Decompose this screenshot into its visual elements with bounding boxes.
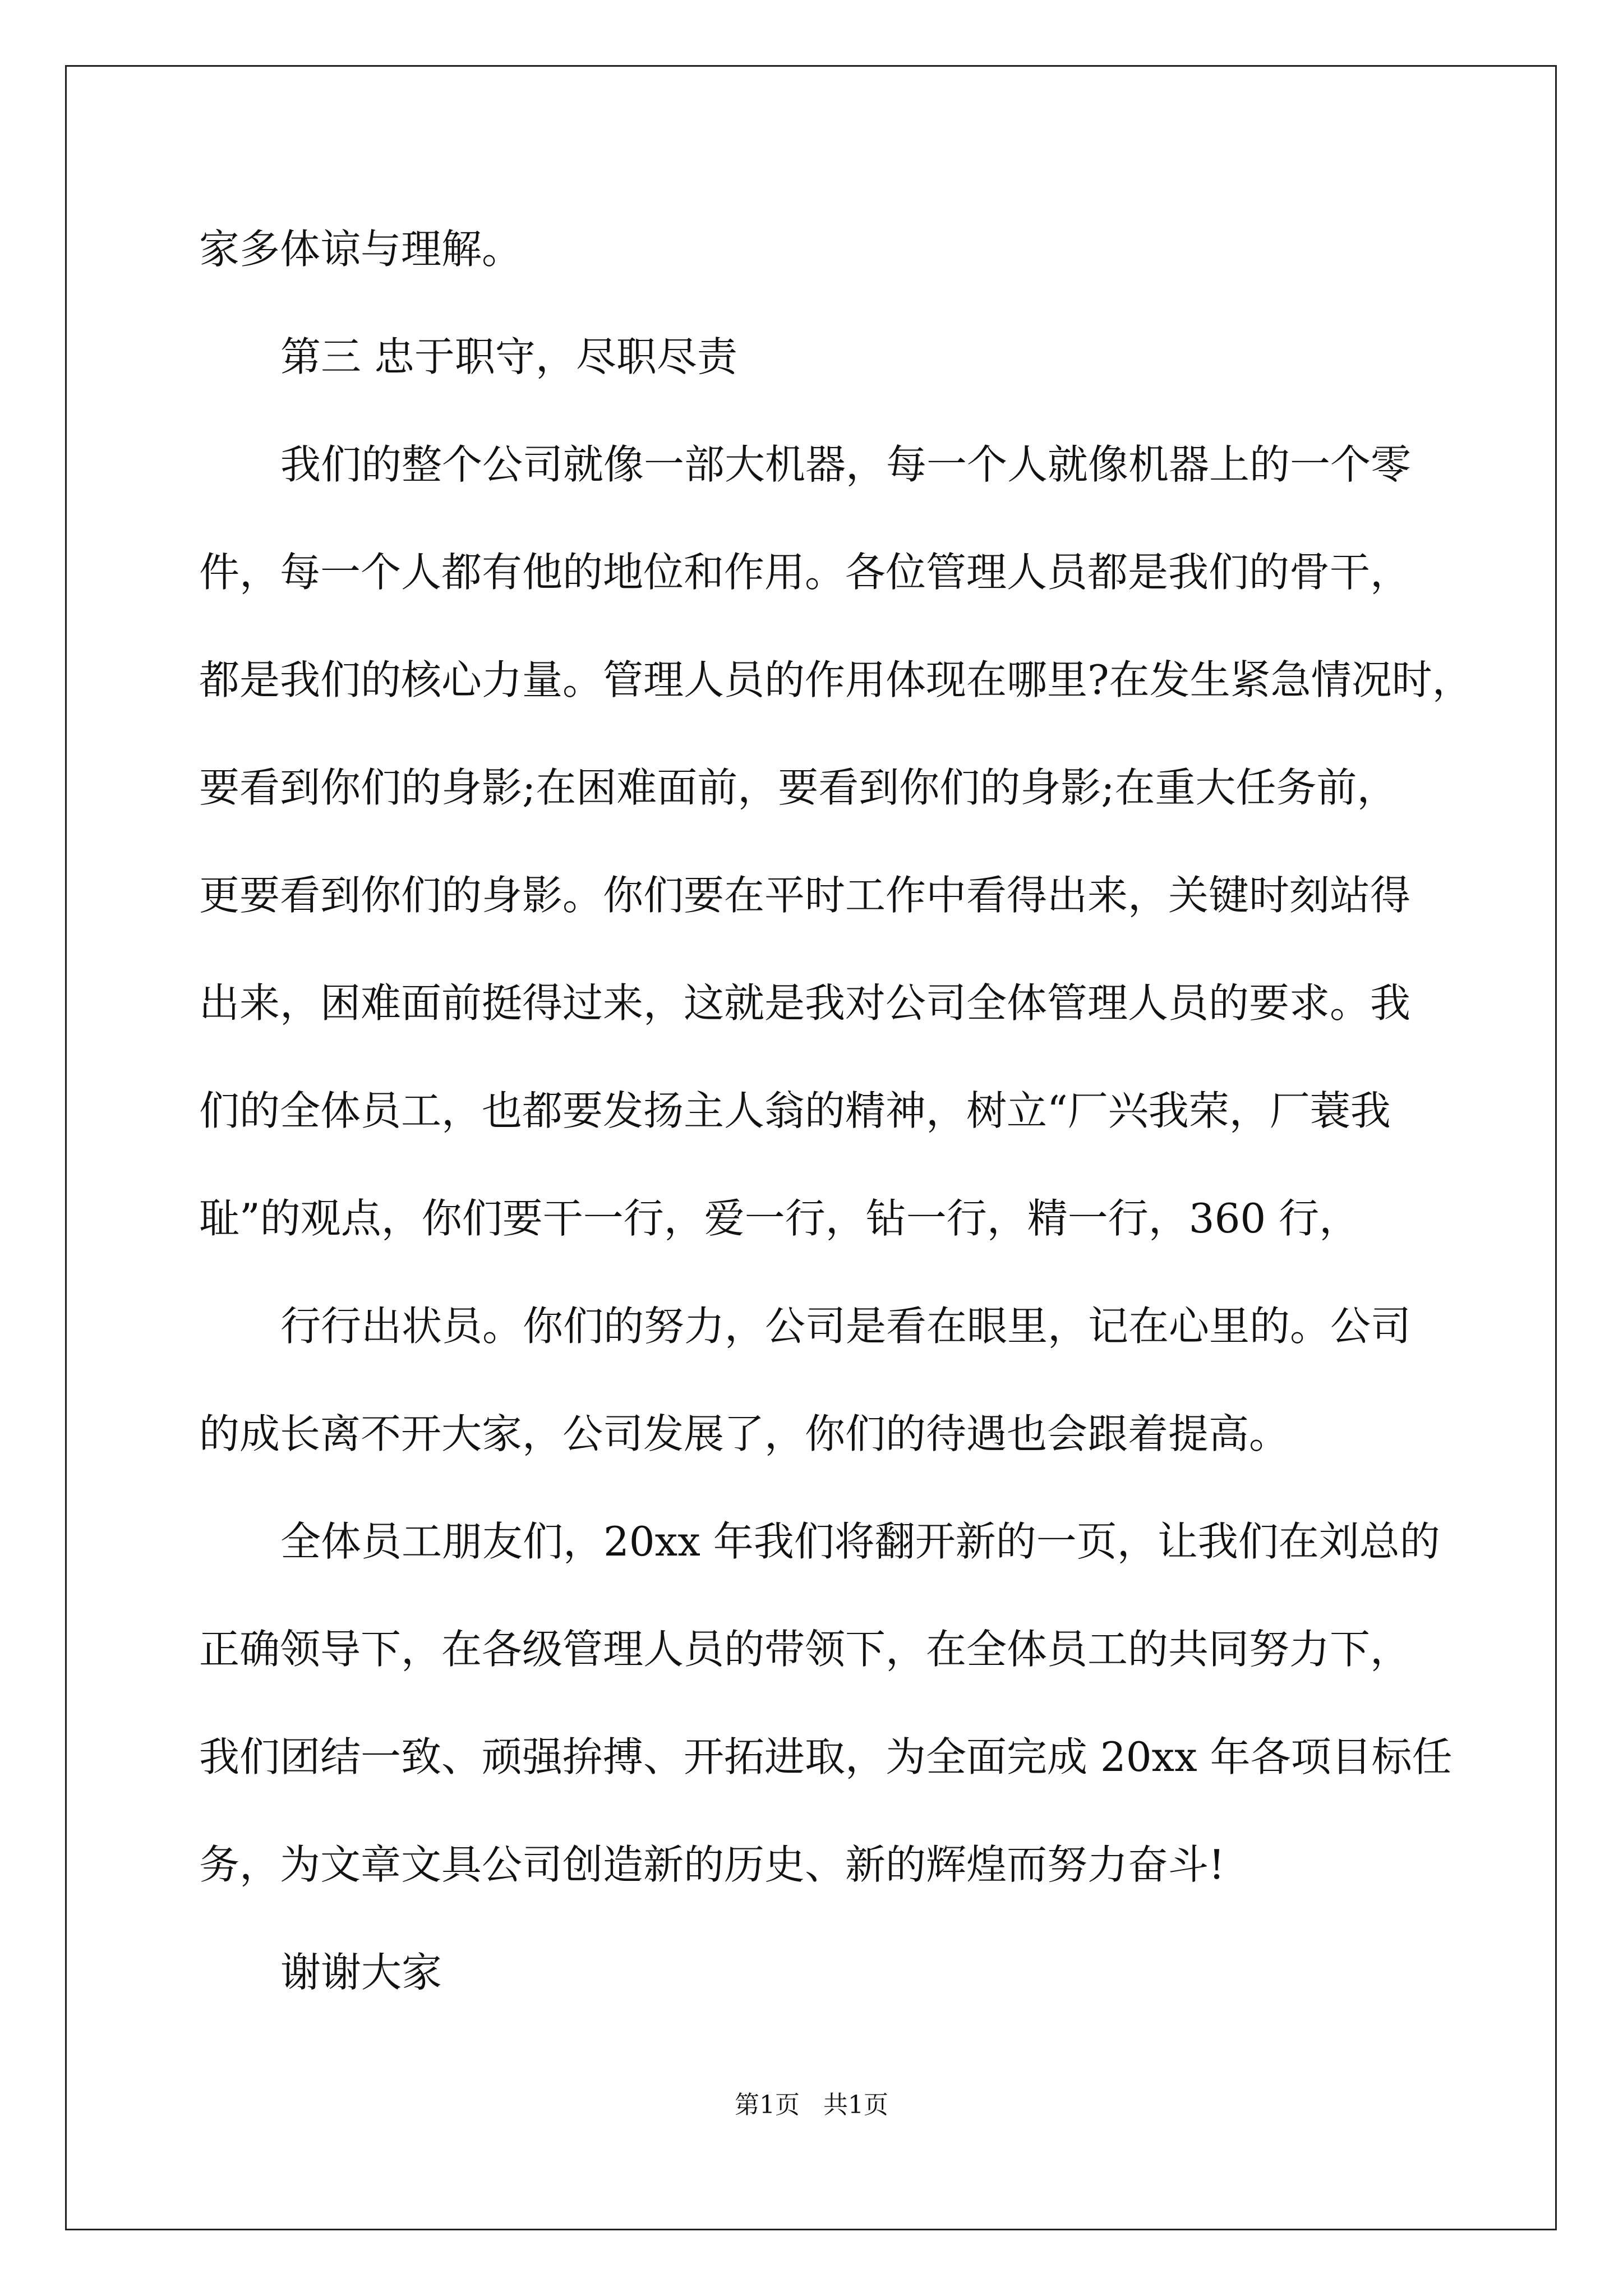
body-line: 件，每一个人都有他的地位和作用。各位管理人员都是我们的骨干， [199, 549, 1411, 596]
body-line: 全体员工朋友们，20xx 年我们将翻开新的一页，让我们在刘总的 [280, 1518, 1440, 1565]
body-line: 我们团结一致、顽强拚搏、开拓进取，为全面完成 20xx 年各项目标任 [199, 1733, 1453, 1780]
closing-line: 谢谢大家 [280, 1949, 442, 1996]
body-line: 都是我们的核心力量。管理人员的作用体现在哪里?在发生紧急情况时， [199, 656, 1473, 703]
body-line: 要看到你们的身影;在困难面前，要看到你们的身影;在重大任务前， [199, 764, 1398, 811]
body-line: 我们的整个公司就像一部大机器，每一个人就像机器上的一个零 [280, 441, 1412, 488]
page-border [65, 65, 1557, 2230]
section-heading: 第三 忠于职守，尽职尽责 [280, 333, 737, 380]
body-line: 出来，困难面前挺得过来，这就是我对公司全体管理人员的要求。我 [199, 979, 1411, 1027]
body-line: 务，为文章文具公司创造新的历史、新的辉煌而努力奋斗! [199, 1841, 1225, 1888]
body-line: 们的全体员工，也都要发扬主人翁的精神，树立“厂兴我荣，厂蓑我 [199, 1087, 1391, 1134]
body-line: 行行出状员。你们的努力，公司是看在眼里，记在心里的。公司 [280, 1303, 1412, 1350]
page-number: 第1页 共1页 [735, 2091, 888, 2119]
body-line: 正确领导下，在各级管理人员的带领下，在全体员工的共同努力下， [199, 1626, 1411, 1673]
body-line: 耻”的观点，你们要干一行，爱一行，钻一行，精一行，360 行， [199, 1195, 1360, 1242]
body-line: 更要看到你们的身影。你们要在平时工作中看得出来，关键时刻站得 [199, 872, 1411, 919]
body-line: 的成长离不开大家，公司发展了，你们的待遇也会跟着提高。 [199, 1410, 1290, 1457]
body-line: 家多体谅与理解。 [199, 226, 523, 273]
